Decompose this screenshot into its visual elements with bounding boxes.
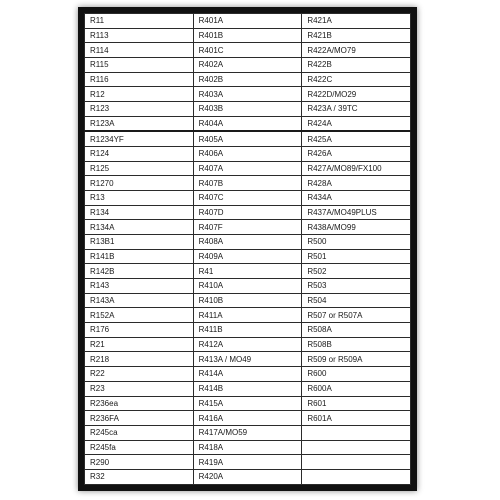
table-cell: R401C: [193, 43, 302, 58]
table-cell: R500: [302, 235, 411, 250]
table-cell: R424A: [302, 116, 411, 131]
table-cell: R403A: [193, 87, 302, 102]
table-cell: R426A: [302, 147, 411, 162]
table-cell: R114: [85, 43, 194, 58]
table-cell: R125: [85, 161, 194, 176]
table-cell: R411B: [193, 323, 302, 338]
table-row: [85, 176, 411, 191]
table-row: [85, 469, 411, 484]
table-cell: R134: [85, 205, 194, 220]
table-cell: R401A: [193, 14, 302, 29]
table-cell: R437A/MO49PLUS: [302, 205, 411, 220]
table-cell: R425A: [302, 131, 411, 146]
table-cell: R11: [85, 14, 194, 29]
table-cell: R417A/MO59: [193, 425, 302, 440]
table-cell: R409A: [193, 249, 302, 264]
table-cell: [302, 425, 411, 440]
table-cell: R422B: [302, 58, 411, 73]
table-cell: R428A: [302, 176, 411, 191]
table-cell: R22: [85, 367, 194, 382]
table-row: [85, 116, 411, 131]
table-cell: R402A: [193, 58, 302, 73]
table-cell: R422A/MO79: [302, 43, 411, 58]
table-row: [85, 147, 411, 162]
refrigerant-sheet: [84, 13, 411, 485]
table-row: [85, 220, 411, 235]
table-cell: R143: [85, 279, 194, 294]
table-cell: R406A: [193, 147, 302, 162]
table-row: [85, 425, 411, 440]
table-row: [85, 72, 411, 87]
table-row: [85, 279, 411, 294]
table-cell: R407A: [193, 161, 302, 176]
table-cell: R423A / 39TC: [302, 102, 411, 117]
table-row: [85, 367, 411, 382]
table-cell: R290: [85, 455, 194, 470]
table-cell: R143A: [85, 293, 194, 308]
table-cell: R503: [302, 279, 411, 294]
table-cell: R402B: [193, 72, 302, 87]
refrigerant-table-body: [85, 14, 411, 485]
table-cell: [302, 455, 411, 470]
table-row: [85, 43, 411, 58]
table-cell: R12: [85, 87, 194, 102]
table-cell: R405A: [193, 131, 302, 146]
table-cell: R141B: [85, 249, 194, 264]
table-row: [85, 249, 411, 264]
table-cell: R416A: [193, 411, 302, 426]
table-row: [85, 205, 411, 220]
table-row: [85, 381, 411, 396]
table-cell: R508B: [302, 337, 411, 352]
table-cell: R601A: [302, 411, 411, 426]
table-row: [85, 455, 411, 470]
table-cell: [302, 469, 411, 484]
table-row: [85, 28, 411, 43]
table-cell: R509 or R509A: [302, 352, 411, 367]
table-cell: R414B: [193, 381, 302, 396]
table-cell: R113: [85, 28, 194, 43]
table-cell: R1270: [85, 176, 194, 191]
table-cell: R115: [85, 58, 194, 73]
table-row: [85, 235, 411, 250]
table-cell: R438A/MO99: [302, 220, 411, 235]
table-cell: R421B: [302, 28, 411, 43]
table-cell: R420A: [193, 469, 302, 484]
table-cell: R414A: [193, 367, 302, 382]
table-cell: R403B: [193, 102, 302, 117]
table-cell: [302, 440, 411, 455]
table-cell: R404A: [193, 116, 302, 131]
table-row: [85, 58, 411, 73]
table-cell: R41: [193, 264, 302, 279]
table-cell: R504: [302, 293, 411, 308]
table-cell: R422C: [302, 72, 411, 87]
table-cell: R134A: [85, 220, 194, 235]
table-row: [85, 323, 411, 338]
table-row: [85, 411, 411, 426]
table-cell: R413A / MO49: [193, 352, 302, 367]
table-cell: R412A: [193, 337, 302, 352]
refrigerant-table: [84, 13, 411, 485]
table-cell: R600A: [302, 381, 411, 396]
table-cell: R123: [85, 102, 194, 117]
table-cell: R410A: [193, 279, 302, 294]
table-cell: R418A: [193, 440, 302, 455]
table-cell: R600: [302, 367, 411, 382]
table-cell: R427A/MO89/FX100: [302, 161, 411, 176]
table-cell: R407D: [193, 205, 302, 220]
table-cell: R411A: [193, 308, 302, 323]
table-cell: R245ca: [85, 425, 194, 440]
table-cell: R501: [302, 249, 411, 264]
table-cell: R123A: [85, 116, 194, 131]
table-cell: R116: [85, 72, 194, 87]
table-cell: R23: [85, 381, 194, 396]
table-row: [85, 131, 411, 146]
table-cell: R401B: [193, 28, 302, 43]
table-cell: R13: [85, 191, 194, 206]
table-cell: R124: [85, 147, 194, 162]
table-cell: R408A: [193, 235, 302, 250]
table-cell: R419A: [193, 455, 302, 470]
table-row: [85, 102, 411, 117]
table-row: [85, 396, 411, 411]
table-cell: R434A: [302, 191, 411, 206]
table-cell: R421A: [302, 14, 411, 29]
table-cell: R236ea: [85, 396, 194, 411]
table-cell: R415A: [193, 396, 302, 411]
table-row: [85, 191, 411, 206]
table-row: [85, 337, 411, 352]
table-cell: R407B: [193, 176, 302, 191]
table-cell: R218: [85, 352, 194, 367]
table-cell: R245fa: [85, 440, 194, 455]
table-cell: R236FA: [85, 411, 194, 426]
table-cell: R407C: [193, 191, 302, 206]
table-cell: R407F: [193, 220, 302, 235]
table-cell: R422D/MO29: [302, 87, 411, 102]
table-cell: R601: [302, 396, 411, 411]
table-cell: R152A: [85, 308, 194, 323]
table-row: [85, 308, 411, 323]
table-row: [85, 87, 411, 102]
table-cell: R508A: [302, 323, 411, 338]
table-cell: R502: [302, 264, 411, 279]
table-cell: R410B: [193, 293, 302, 308]
table-row: [85, 161, 411, 176]
table-row: [85, 352, 411, 367]
table-row: [85, 440, 411, 455]
table-row: [85, 293, 411, 308]
table-cell: R507 or R507A: [302, 308, 411, 323]
table-cell: R176: [85, 323, 194, 338]
table-cell: R142B: [85, 264, 194, 279]
table-cell: R32: [85, 469, 194, 484]
table-row: [85, 264, 411, 279]
table-cell: R13B1: [85, 235, 194, 250]
table-cell: R21: [85, 337, 194, 352]
table-cell: R1234YF: [85, 131, 194, 146]
table-row: [85, 14, 411, 29]
